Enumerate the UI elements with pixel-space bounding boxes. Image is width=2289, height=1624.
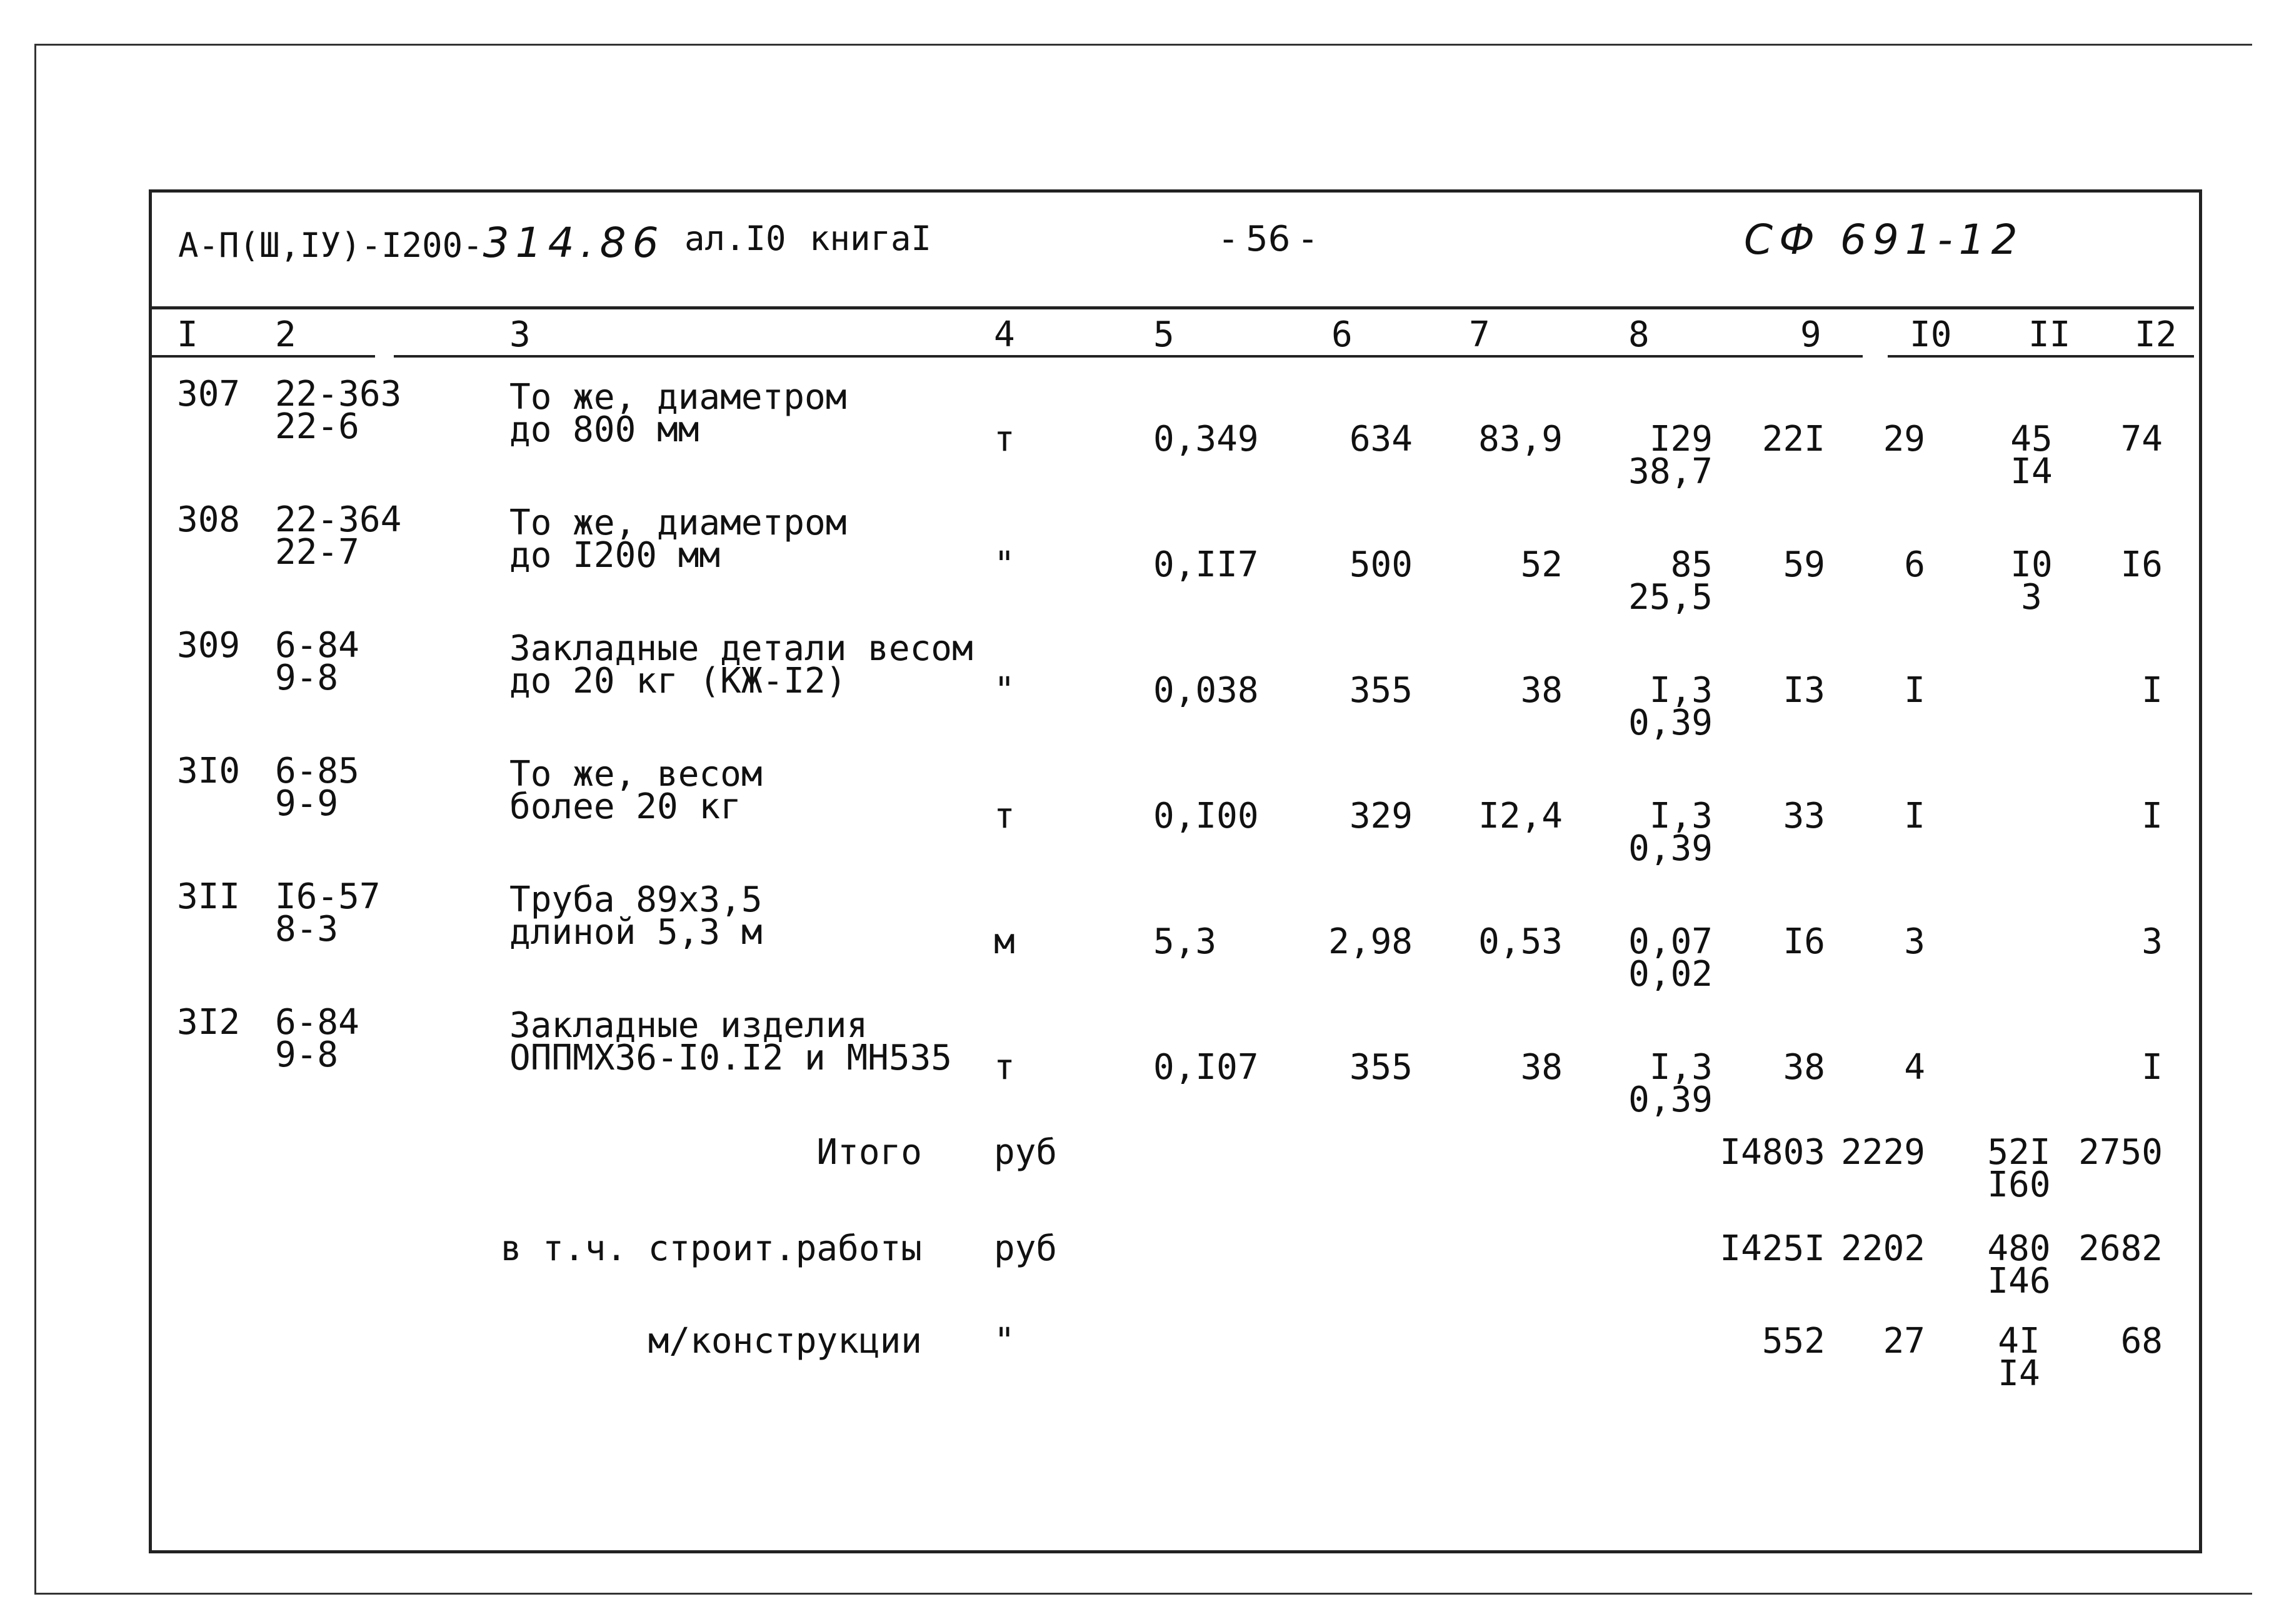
col8-cell: I,3 — [1649, 670, 1713, 711]
col11-cell-sub: I4 — [2010, 451, 2053, 492]
col8-cell: 85 — [1670, 544, 1713, 585]
column-number-7: 7 — [1469, 314, 1490, 355]
col10-cell: 6 — [1904, 544, 1925, 585]
total-label: м/конструкции — [648, 1321, 922, 1361]
norm-code-sub: 22-6 — [275, 406, 359, 447]
col8-cell: I,3 — [1649, 1047, 1713, 1088]
col8-cell-sub: 0,39 — [1628, 828, 1713, 869]
item-description: Закладные детали весом — [509, 628, 973, 669]
norm-code: 6-84 — [275, 625, 359, 666]
page-number: - 56 - — [1222, 219, 1315, 259]
norm-code: 6-85 — [275, 751, 359, 791]
column-underline-1 — [150, 355, 375, 358]
col10-cell: 4 — [1904, 1047, 1925, 1088]
total-unit: руб — [994, 1132, 1058, 1173]
quantity-cell: 0,038 — [1153, 670, 1259, 711]
norm-code-sub: 8-3 — [275, 909, 339, 950]
col7-cell: 52 — [1520, 544, 1563, 585]
price-cell: 634 — [1349, 419, 1413, 459]
price-cell: 329 — [1349, 796, 1413, 836]
header-rule — [150, 306, 2194, 309]
total-col10: 2229 — [1841, 1132, 1925, 1173]
col10-cell: 3 — [1904, 921, 1925, 962]
norm-code-sub: 9-8 — [275, 1035, 339, 1075]
col9-cell: 22I — [1761, 419, 1825, 459]
unit-cell: " — [994, 670, 1015, 711]
col10-cell: I — [1904, 670, 1925, 711]
quantity-cell: 0,349 — [1153, 419, 1259, 459]
col12-cell: 74 — [2120, 419, 2163, 459]
col8-cell-sub: 38,7 — [1628, 451, 1713, 492]
col12-cell: I — [2141, 1047, 2163, 1088]
col9-cell: 33 — [1783, 796, 1825, 836]
total-col11: 52I — [1987, 1132, 2051, 1173]
document-code — [178, 219, 665, 267]
row-number: 3I0 — [177, 751, 241, 791]
column-number-6: 6 — [1331, 314, 1353, 355]
sheet-code-handwritten: СФ 691-12 — [1744, 216, 2024, 264]
col9-cell: I3 — [1783, 670, 1825, 711]
total-label: Итого — [816, 1132, 922, 1173]
row-number: 309 — [177, 625, 241, 666]
norm-code-sub: 9-9 — [275, 783, 339, 824]
unit-cell: т — [994, 419, 1015, 459]
norm-code: 22-363 — [275, 374, 402, 414]
column-number-11: II — [2028, 314, 2071, 355]
total-unit: руб — [994, 1228, 1058, 1269]
price-cell: 500 — [1349, 544, 1413, 585]
item-description: То же, диаметром — [509, 377, 847, 418]
col9-cell: 59 — [1783, 544, 1825, 585]
column-number-4: 4 — [994, 314, 1015, 355]
total-col11: 480 — [1987, 1228, 2051, 1269]
total-col12: 2750 — [2078, 1132, 2163, 1173]
item-description: Закладные изделия — [509, 1005, 868, 1046]
item-description-cont: до I200 мм — [509, 535, 721, 576]
item-description-cont: до 800 мм — [509, 409, 699, 450]
document-code-handwritten: 314.86 — [483, 219, 665, 267]
total-col11-sub: I60 — [1987, 1165, 2051, 1205]
price-cell: 355 — [1349, 670, 1413, 711]
total-col9: I425I — [1720, 1228, 1825, 1269]
total-col10: 27 — [1883, 1321, 1925, 1361]
col7-cell: 83,9 — [1478, 419, 1563, 459]
column-number-2: 2 — [275, 314, 296, 355]
total-col9: 552 — [1761, 1321, 1825, 1361]
column-underline-2 — [394, 355, 1863, 358]
item-description: То же, весом — [509, 754, 763, 794]
unit-cell: м — [994, 921, 1015, 962]
col8-cell-sub: 0,39 — [1628, 1080, 1713, 1120]
col7-cell: I2,4 — [1478, 796, 1563, 836]
column-number-12: I2 — [2135, 314, 2177, 355]
col7-cell: 38 — [1520, 670, 1563, 711]
total-col9: I4803 — [1720, 1132, 1825, 1173]
total-col11: 4I — [1998, 1321, 2040, 1361]
col12-cell: I — [2141, 670, 2163, 711]
item-description-cont: до 20 кг (КЖ-I2) — [509, 661, 847, 701]
unit-cell: " — [994, 544, 1015, 585]
item-description: То же, диаметром — [509, 503, 847, 543]
column-underline-3 — [1888, 355, 2194, 358]
total-col10: 2202 — [1841, 1228, 1925, 1269]
col12-cell: I6 — [2120, 544, 2163, 585]
col8-cell: I,3 — [1649, 796, 1713, 836]
norm-code-sub: 9-8 — [275, 658, 339, 698]
col8-cell-sub: 25,5 — [1628, 577, 1713, 618]
price-cell: 2,98 — [1328, 921, 1413, 962]
column-number-10: I0 — [1910, 314, 1952, 355]
row-number: 308 — [177, 499, 241, 540]
row-number: 3I2 — [177, 1002, 241, 1043]
norm-code: I6-57 — [275, 876, 381, 917]
col11-cell: I0 — [2010, 544, 2053, 585]
item-description: Труба 89х3,5 — [509, 880, 763, 920]
unit-cell: т — [994, 796, 1015, 836]
norm-code: 6-84 — [275, 1002, 359, 1043]
album-number: ал.I0 — [684, 219, 786, 258]
quantity-cell: 0,II7 — [1153, 544, 1259, 585]
unit-cell: т — [994, 1047, 1015, 1088]
col11-cell: 45 — [2010, 419, 2053, 459]
norm-code-sub: 22-7 — [275, 532, 359, 573]
total-col11-sub: I46 — [1987, 1261, 2051, 1301]
total-col12: 68 — [2120, 1321, 2163, 1361]
book-number: книгаI — [809, 219, 932, 258]
col8-cell-sub: 0,02 — [1628, 954, 1713, 995]
norm-code: 22-364 — [275, 499, 402, 540]
total-col11-sub: I4 — [1998, 1353, 2040, 1394]
col9-cell: 38 — [1783, 1047, 1825, 1088]
col8-cell: I29 — [1649, 419, 1713, 459]
col12-cell: I — [2141, 796, 2163, 836]
col9-cell: I6 — [1783, 921, 1825, 962]
column-number-5: 5 — [1153, 314, 1175, 355]
quantity-cell: 0,I07 — [1153, 1047, 1259, 1088]
col7-cell: 38 — [1520, 1047, 1563, 1088]
quantity-cell: 5,3 — [1153, 921, 1217, 962]
col10-cell: I — [1904, 796, 1925, 836]
item-description-cont: ОППМХ36-I0.I2 и МН535 — [509, 1038, 953, 1078]
col11-cell-sub: 3 — [2021, 577, 2042, 618]
column-number-9: 9 — [1800, 314, 1821, 355]
column-number-1: I — [177, 314, 198, 355]
quantity-cell: 0,I00 — [1153, 796, 1259, 836]
price-cell: 355 — [1349, 1047, 1413, 1088]
col10-cell: 29 — [1883, 419, 1925, 459]
column-number-3: 3 — [509, 314, 531, 355]
item-description-cont: более 20 кг — [509, 786, 741, 827]
row-number: 307 — [177, 374, 241, 414]
total-col12: 2682 — [2078, 1228, 2163, 1269]
row-number: 3II — [177, 876, 241, 917]
column-number-8: 8 — [1628, 314, 1650, 355]
total-unit: " — [994, 1321, 1015, 1361]
col12-cell: 3 — [2141, 921, 2163, 962]
col7-cell: 0,53 — [1478, 921, 1563, 962]
document-code-text: А-П(Ш,IУ)-I200- — [178, 226, 483, 265]
total-label: в т.ч. строит.работы — [500, 1228, 922, 1269]
col8-cell-sub: 0,39 — [1628, 703, 1713, 743]
col8-cell: 0,07 — [1628, 921, 1713, 962]
item-description-cont: длиной 5,3 м — [509, 912, 763, 953]
